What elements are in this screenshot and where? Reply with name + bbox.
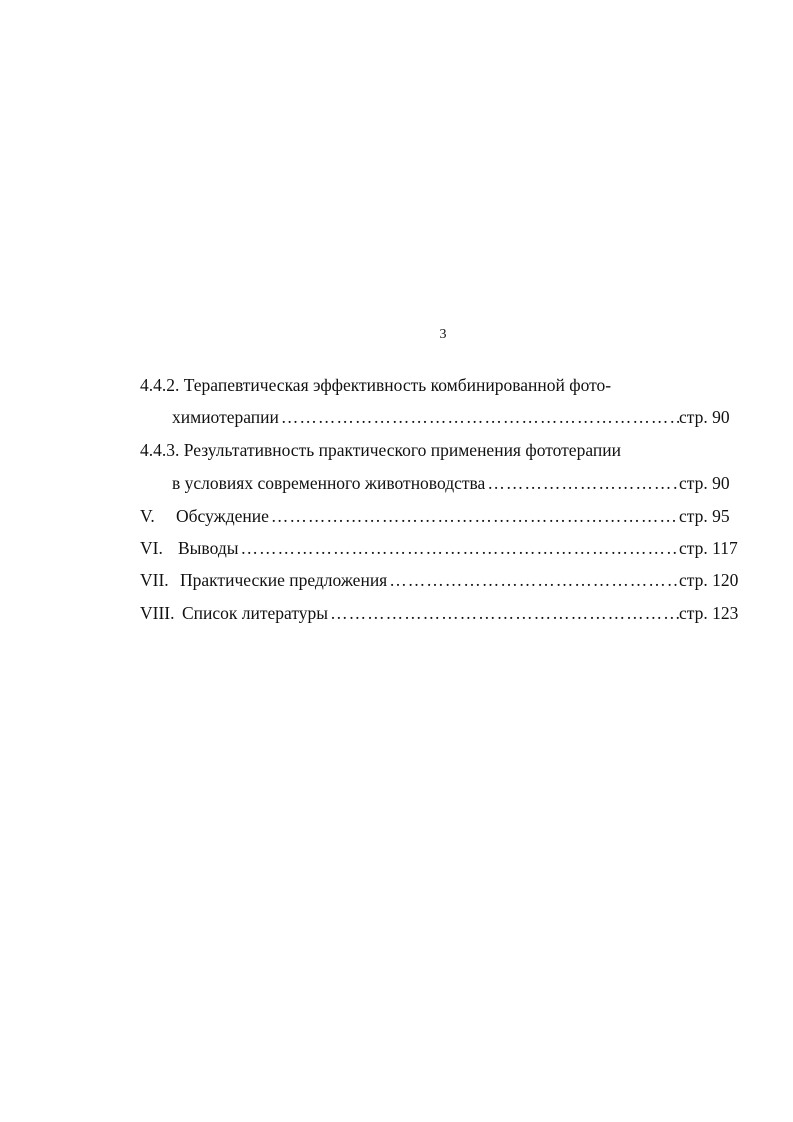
- toc-page-ref: стр. 95: [679, 506, 730, 526]
- toc-entry-vi: [140, 535, 745, 561]
- toc-page-ref: стр. 117: [679, 538, 738, 558]
- toc-page-ref: стр. 90: [679, 407, 730, 427]
- toc-entry-number: VI.: [140, 538, 163, 558]
- toc-page-ref: стр. 123: [679, 603, 739, 623]
- dot-leader: [485, 470, 679, 496]
- toc-page-ref: стр. 120: [679, 570, 739, 590]
- toc-entry-viii: [140, 600, 745, 626]
- toc-entry-heading: [140, 600, 328, 626]
- toc-entry-4-4-3-line1: [140, 437, 745, 463]
- toc-entry-heading: [140, 567, 387, 593]
- toc-entry-title: Обсуждение: [176, 506, 269, 526]
- toc-entry-number: VII.: [140, 570, 169, 590]
- toc-entry-4-4-2-line1: [140, 372, 745, 398]
- toc-page-ref: стр. 90: [679, 473, 730, 493]
- toc-entry-4-4-2-line2: [172, 404, 745, 430]
- page-number: 3: [439, 327, 447, 342]
- toc-entry-heading: [140, 535, 238, 561]
- toc-entry-title-continued: в условиях современного животноводства: [172, 473, 486, 493]
- toc-entry-title: Практические предложения: [180, 570, 388, 590]
- toc-entry-number: VIII.: [140, 603, 175, 623]
- dot-leader: [387, 567, 679, 593]
- toc-entry-title: Терапевтическая эффективность комбинированной фото-: [183, 375, 612, 395]
- toc-entry-title: Выводы: [178, 538, 239, 558]
- toc-entry-title: Список литературы: [182, 603, 329, 623]
- toc-entry-vii: [140, 567, 745, 593]
- toc-entry-number: 4.4.3.: [140, 440, 184, 460]
- toc-entry-number: V.: [140, 506, 155, 526]
- toc-entry-number: 4.4.2.: [140, 375, 184, 395]
- toc-entry-v: [140, 503, 745, 529]
- toc-entry-title: Результативность практического применения фототерапии: [183, 440, 621, 460]
- dot-leader: [269, 503, 679, 529]
- dot-leader: [238, 535, 679, 561]
- toc-entry-4-4-3-line2: [172, 470, 745, 496]
- dot-leader: [279, 404, 679, 430]
- dot-leader: [328, 600, 679, 626]
- toc-entry-heading: [140, 503, 269, 529]
- toc-entry-title-continued: химиотерапии: [172, 407, 279, 427]
